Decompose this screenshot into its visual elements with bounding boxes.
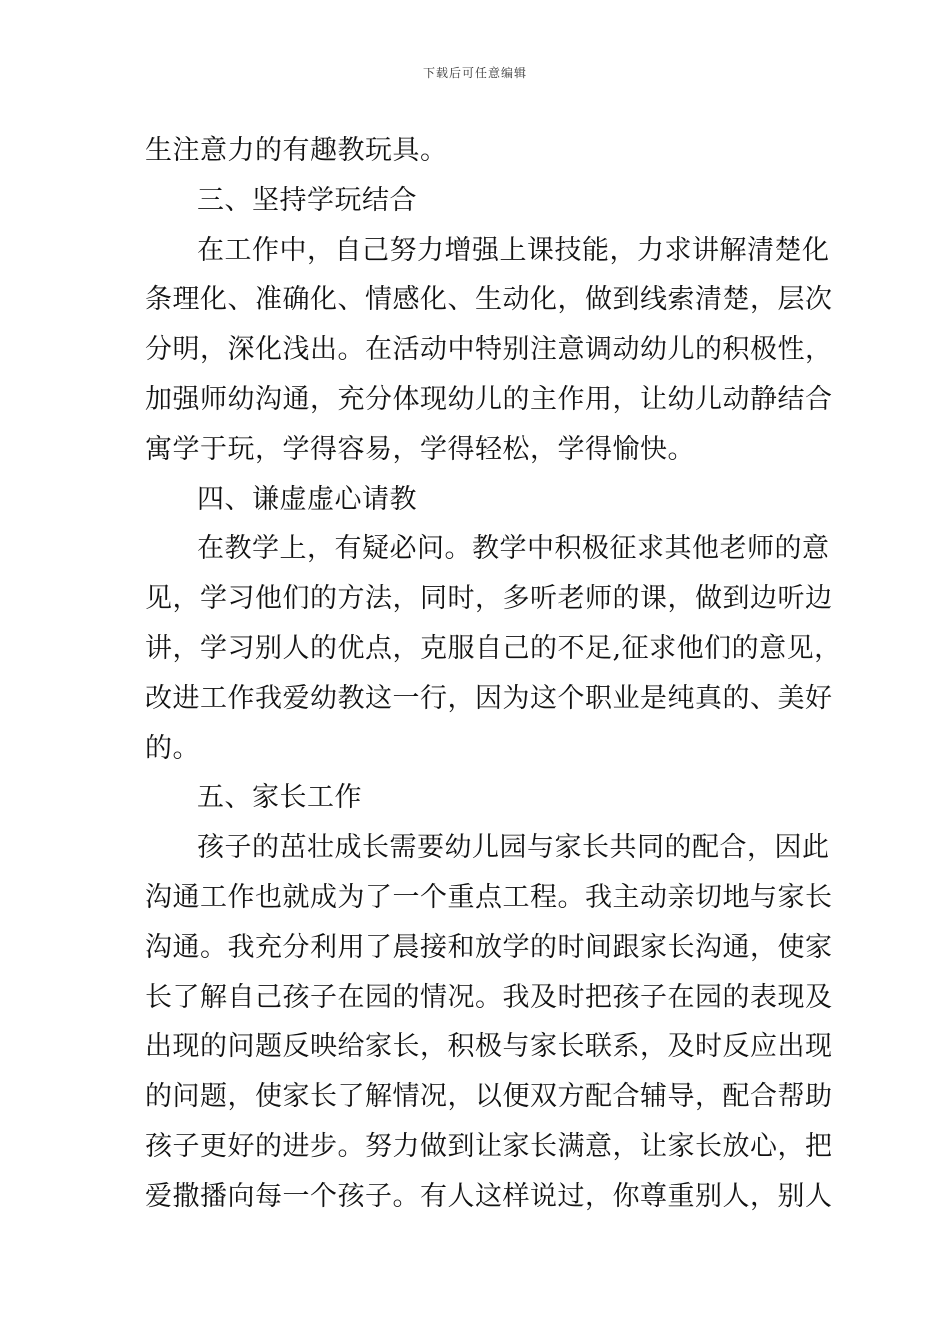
body-line: 爱撒播向每一个孩子。有人这样说过，你尊重别人，别人 (145, 1180, 833, 1212)
section-heading: 四、谦虚虚心请教 (197, 483, 417, 515)
body-line: 寓学于玩，学得容易，学得轻松，学得愉快。 (145, 433, 695, 465)
body-line: 讲，学习别人的优点，克服自己的不足,征求他们的意见， (145, 632, 842, 664)
body-line: 见，学习他们的方法，同时，多听老师的课，做到边听边 (145, 583, 833, 615)
body-line: 分明，深化浅出。在活动中特别注意调动幼儿的积极性， (145, 334, 833, 366)
body-line: 的问题，使家长了解情况，以便双方配合辅导，配合帮助 (145, 1081, 833, 1113)
body-line: 在工作中，自己努力增强上课技能，力求讲解清楚化 (197, 234, 830, 266)
body-line: 出现的问题反映给家长，积极与家长联系，及时反应出现 (145, 1031, 833, 1063)
body-line: 条理化、准确化、情感化、生动化，做到线索清楚，层次 (145, 284, 833, 316)
header-note: 下载后可任意编辑 (422, 66, 527, 80)
body-line: 沟通。我充分利用了晨接和放学的时间跟家长沟通，使家 (145, 931, 833, 963)
body-line: 在教学上，有疑必问。教学中积极征求其他老师的意 (197, 533, 830, 565)
section-heading: 三、坚持学玩结合 (197, 184, 417, 216)
body-line: 改进工作我爱幼教这一行，因为这个职业是纯真的、美好 (145, 682, 833, 714)
document-body (145, 126, 842, 1222)
body-line: 长了解自己孩子在园的情况。我及时把孩子在园的表现及 (145, 981, 833, 1013)
body-line: 加强师幼沟通，充分体现幼儿的主作用，让幼儿动静结合 (145, 383, 833, 415)
section-heading: 五、家长工作 (197, 782, 362, 814)
body-line: 的。 (145, 732, 200, 764)
body-line: 孩子的茁壮成长需要幼儿园与家长共同的配合，因此 (197, 832, 830, 864)
body-line: 孩子更好的进步。努力做到让家长满意，让家长放心，把 (145, 1130, 833, 1162)
body-line: 生注意力的有趣教玩具。 (145, 135, 448, 166)
body-line: 沟通工作也就成为了一个重点工程。我主动亲切地与家长 (145, 881, 833, 913)
